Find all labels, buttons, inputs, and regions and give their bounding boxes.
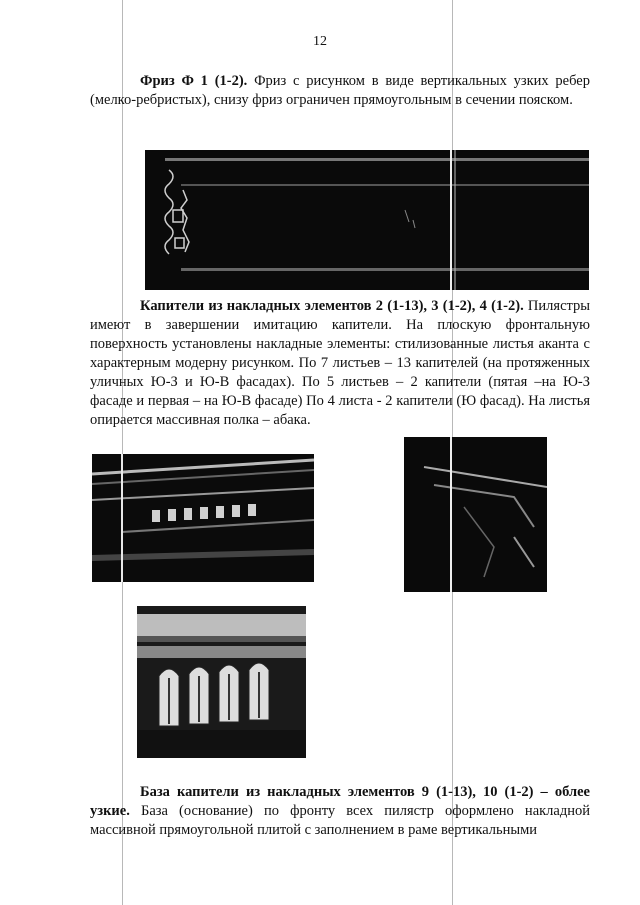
scan-line bbox=[122, 0, 123, 905]
base-text: База (основание) по фронту всех пилястр оформлено накладной массивной прямоугольной плитой с заполнением в раме вертикальными bbox=[90, 803, 590, 838]
capitals-text: Пилястры имеют в завершении имитацию капители. На плоскую фронтальную поверхность установлены накладные элементы: стилизованные листья аканта с характерным модерну рисунком. По 7 листьев – 13 капителей (на протяженных уличных Ю-З и Ю-В фасадах). По 5 листьев – 2 капители (пятая –на Ю-З фасаде и первая – на Ю-В фасаде) По 4 листа - 2 капители (Ю фасад). На листья опирается массивная полка – абака. bbox=[90, 298, 591, 428]
capital-photo-1-image bbox=[92, 454, 314, 582]
frieze-photo-image bbox=[145, 150, 589, 290]
capital-photo-2 bbox=[404, 437, 547, 592]
frieze-photo bbox=[145, 150, 589, 290]
capitals-heading: Капители из накладных элементов 2 (1-13), 3 (1-2), 4 (1-2). bbox=[140, 298, 524, 314]
frieze-heading: Фриз Ф 1 (1-2). bbox=[140, 73, 248, 89]
capital-photo-2-image bbox=[404, 437, 547, 592]
page-number: 12 bbox=[313, 34, 327, 49]
frieze-text: Фриз с рисунком в виде вертикальных узких ребер (мелко-ребристых), снизу фриз ограничен прямоугольным в сечении пояском. bbox=[90, 73, 590, 108]
capital-photo-1 bbox=[92, 454, 314, 582]
base-heading: База капители из накладных элементов 9 (1-13), 10 (1-2) – облее узкие. bbox=[90, 784, 590, 819]
base-paragraph bbox=[90, 783, 590, 840]
capital-photo-3-image bbox=[137, 606, 306, 758]
capitals-paragraph bbox=[90, 297, 590, 430]
capital-photo-3 bbox=[137, 606, 306, 758]
frieze-paragraph bbox=[90, 72, 590, 110]
